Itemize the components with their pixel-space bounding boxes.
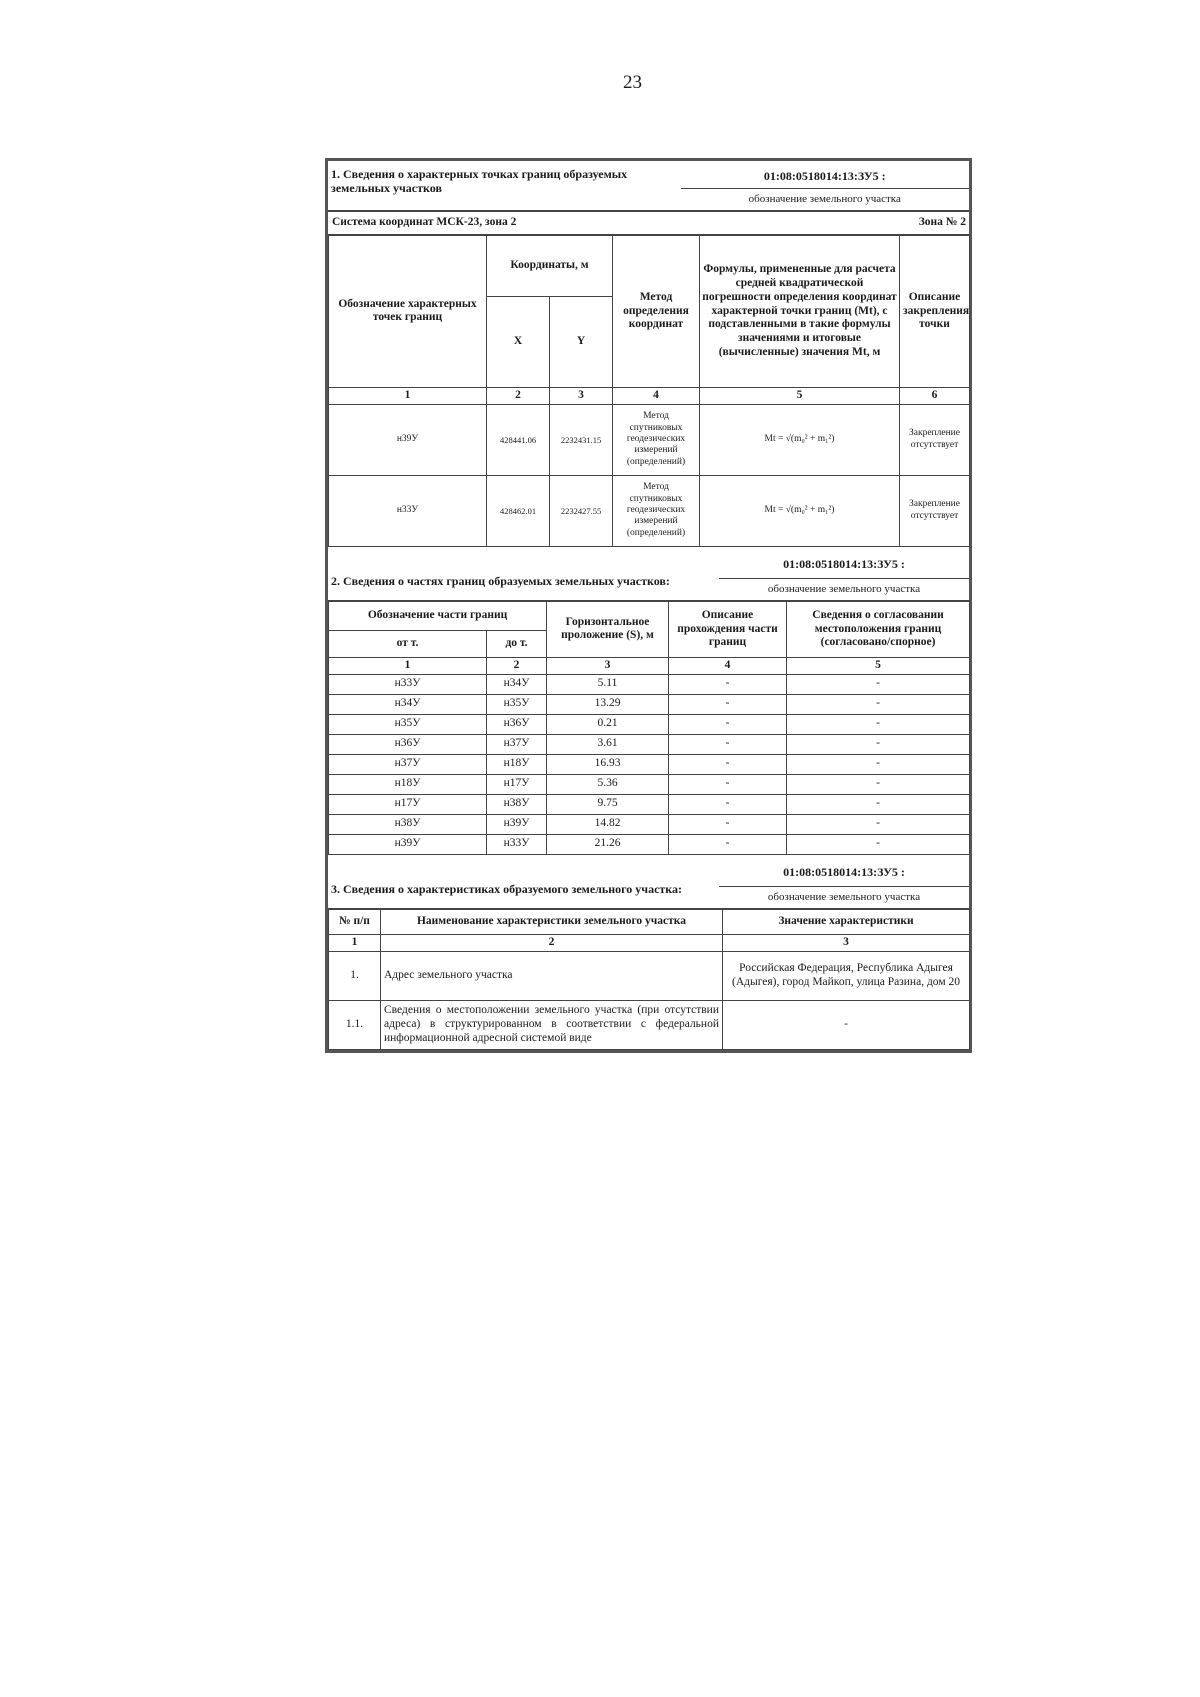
- char-num: 1.: [329, 951, 381, 1000]
- th-method: Метод определения координат: [613, 235, 700, 387]
- part-length: 3.61: [547, 734, 669, 754]
- table-row: [329, 814, 970, 834]
- section3-header: [328, 855, 969, 908]
- part-agreement: -: [787, 814, 970, 834]
- method: Метод спутниковых геодезических измерений (определений): [613, 475, 700, 546]
- th-num: № п/п: [329, 909, 381, 935]
- coord-x: 428462.01: [487, 475, 550, 546]
- th-y: Y: [550, 296, 613, 387]
- part-from: н34У: [329, 694, 487, 714]
- part-description: -: [669, 694, 787, 714]
- table-row: [329, 794, 970, 814]
- parts-table: [328, 600, 970, 855]
- document-form: [325, 158, 972, 1053]
- col-num: 1: [329, 387, 487, 404]
- th-fixing: Описание закрепления точки: [900, 235, 970, 387]
- col-num: 5: [700, 387, 900, 404]
- part-agreement: -: [787, 754, 970, 774]
- method: Метод спутниковых геодезических измерений (определений): [613, 404, 700, 475]
- formula: Mt = √(m₀² + m₁²): [700, 475, 900, 546]
- table-row: [329, 951, 970, 1000]
- part-description: -: [669, 754, 787, 774]
- col-num: 2: [381, 934, 723, 951]
- th-length: Горизонтальное проложение (S), м: [547, 601, 669, 658]
- section2-header: [328, 547, 969, 600]
- char-name: Сведения о местоположении земельного участка (при отсутствии адреса) в структурированном в соответствии с федеральной информационной адресной системой виде: [381, 1000, 723, 1049]
- col-num: 2: [487, 387, 550, 404]
- part-description: -: [669, 814, 787, 834]
- col-num: 1: [329, 934, 381, 951]
- col-num: 3: [547, 657, 669, 674]
- coord-y: 2232431.15: [550, 404, 613, 475]
- part-length: 5.36: [547, 774, 669, 794]
- section3-cadastral-number: 01:08:0518014:13:ЗУ5 :: [783, 864, 905, 879]
- points-table: [328, 235, 970, 547]
- table-row: [329, 475, 970, 546]
- part-from: н39У: [329, 834, 487, 854]
- coord-y: 2232427.55: [550, 475, 613, 546]
- part-to: н37У: [487, 734, 547, 754]
- part-from: н18У: [329, 774, 487, 794]
- part-to: н33У: [487, 834, 547, 854]
- th-value: Значение характеристики: [723, 909, 970, 935]
- page-number: 23: [623, 72, 642, 93]
- char-name: Адрес земельного участка: [381, 951, 723, 1000]
- part-agreement: -: [787, 834, 970, 854]
- point-name: н33У: [329, 475, 487, 546]
- th-coords: Координаты, м: [487, 235, 613, 296]
- char-num: 1.1.: [329, 1000, 381, 1049]
- part-to: н36У: [487, 714, 547, 734]
- section1-designation-caption: обозначение земельного участка: [681, 189, 969, 211]
- section3-title: 3. Сведения о характеристиках образуемого земельного участка:: [331, 881, 683, 896]
- th-from: от т.: [329, 630, 487, 657]
- col-num: 1: [329, 657, 487, 674]
- part-from: н17У: [329, 794, 487, 814]
- part-length: 0.21: [547, 714, 669, 734]
- th-to: до т.: [487, 630, 547, 657]
- coord-system: Система координат МСК-23, зона 2: [328, 211, 841, 234]
- part-agreement: -: [787, 794, 970, 814]
- table-row: [329, 674, 970, 694]
- table-row: [329, 774, 970, 794]
- table-row: [329, 754, 970, 774]
- fixing: Закрепление отсутствует: [900, 475, 970, 546]
- coord-x: 428441.06: [487, 404, 550, 475]
- part-agreement: -: [787, 674, 970, 694]
- part-agreement: -: [787, 714, 970, 734]
- part-description: -: [669, 714, 787, 734]
- part-agreement: -: [787, 734, 970, 754]
- point-name: н39У: [329, 404, 487, 475]
- th-agreement: Сведения о согласовании местоположения границ (согласовано/спорное): [787, 601, 970, 658]
- table-row: [329, 1000, 970, 1049]
- part-to: н35У: [487, 694, 547, 714]
- table-row: [329, 834, 970, 854]
- part-to: н17У: [487, 774, 547, 794]
- part-to: н39У: [487, 814, 547, 834]
- fixing: Закрепление отсутствует: [900, 404, 970, 475]
- th-description: Описание прохождения части границ: [669, 601, 787, 658]
- col-num: 2: [487, 657, 547, 674]
- th-part: Обозначение части границ: [329, 601, 547, 631]
- part-description: -: [669, 674, 787, 694]
- part-to: н18У: [487, 754, 547, 774]
- part-agreement: -: [787, 694, 970, 714]
- part-description: -: [669, 774, 787, 794]
- section1-coord-system: [328, 210, 969, 235]
- section1-cadastral-number: 01:08:0518014:13:ЗУ5 :: [763, 168, 886, 183]
- col-num: 6: [900, 387, 970, 404]
- section2-title: 2. Сведения о частях границ образуемых земельных участков:: [331, 573, 670, 588]
- th-point: Обозначение характерных точек границ: [329, 235, 487, 387]
- part-from: н36У: [329, 734, 487, 754]
- table-row: [329, 714, 970, 734]
- part-description: -: [669, 834, 787, 854]
- zone: Зона № 2: [841, 211, 969, 234]
- col-num: 3: [723, 934, 970, 951]
- part-length: 16.93: [547, 754, 669, 774]
- col-num: 4: [613, 387, 700, 404]
- parts-rows: [329, 674, 970, 854]
- part-from: н37У: [329, 754, 487, 774]
- col-num: 5: [787, 657, 970, 674]
- table-row: [329, 734, 970, 754]
- th-x: X: [487, 296, 550, 387]
- th-formula: Формулы, примененные для расчета средней квадратической погрешности определения координат характерной точки границ (Mt), с подставленными в такие формулы значениями и итоговые (вычисленные) значения Mt, м: [700, 235, 900, 387]
- part-length: 21.26: [547, 834, 669, 854]
- formula: Mt = √(m₀² + m₁²): [700, 404, 900, 475]
- section2-designation-caption: обозначение земельного участка: [719, 578, 969, 600]
- part-from: н35У: [329, 714, 487, 734]
- th-name: Наименование характеристики земельного участка: [381, 909, 723, 935]
- part-length: 13.29: [547, 694, 669, 714]
- characteristics-table: [328, 908, 970, 1050]
- part-length: 5.11: [547, 674, 669, 694]
- col-num: 3: [550, 387, 613, 404]
- part-to: н34У: [487, 674, 547, 694]
- table-row: [329, 404, 970, 475]
- section1-title: 1. Сведения о характерных точках границ образуемых земельных участков: [331, 167, 628, 196]
- part-from: н33У: [329, 674, 487, 694]
- part-length: 14.82: [547, 814, 669, 834]
- part-to: н38У: [487, 794, 547, 814]
- col-num: 4: [669, 657, 787, 674]
- part-agreement: -: [787, 774, 970, 794]
- part-length: 9.75: [547, 794, 669, 814]
- char-value: Российская Федерация, Республика Адыгея (Адыгея), город Майкоп, улица Разина, дом 20: [723, 951, 970, 1000]
- part-description: -: [669, 794, 787, 814]
- part-from: н38У: [329, 814, 487, 834]
- part-description: -: [669, 734, 787, 754]
- table-row: [329, 694, 970, 714]
- section1-header: [328, 161, 969, 210]
- section3-designation-caption: обозначение земельного участка: [719, 886, 969, 908]
- char-value: -: [723, 1000, 970, 1049]
- section2-cadastral-number: 01:08:0518014:13:ЗУ5 :: [783, 556, 905, 571]
